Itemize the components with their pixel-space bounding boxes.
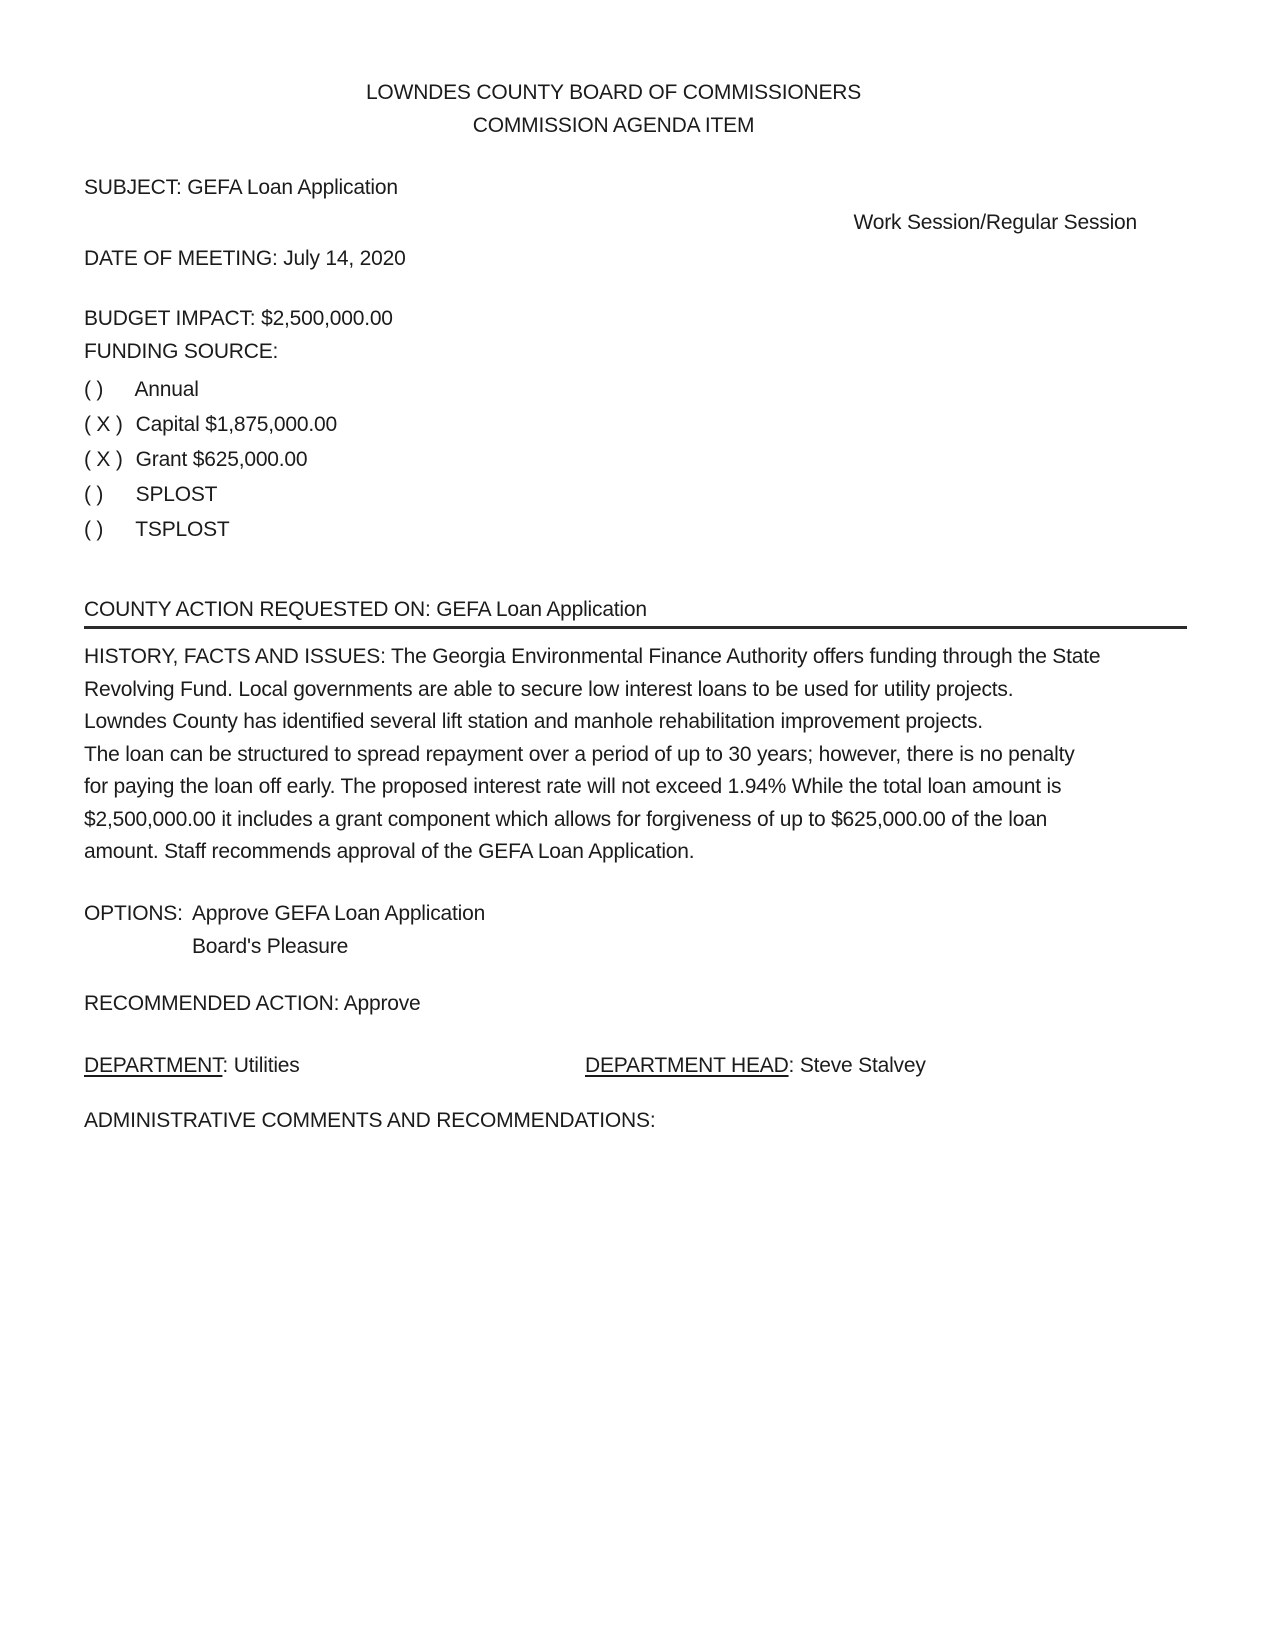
document-subtitle: COMMISSION AGENDA ITEM bbox=[472, 114, 755, 137]
recommended-action-value: Approve bbox=[343, 991, 421, 1015]
funding-option-grant bbox=[84, 442, 1187, 477]
department-row bbox=[84, 1049, 1187, 1082]
department-head-separator: : bbox=[788, 1053, 795, 1077]
funding-option-tsplost bbox=[84, 512, 1187, 547]
department-head-group bbox=[585, 1049, 926, 1082]
budget-impact-label: BUDGET IMPACT: bbox=[84, 307, 256, 330]
options-label: OPTIONS: bbox=[84, 901, 183, 925]
funding-label-tsplost: TSPLOST bbox=[135, 518, 230, 541]
funding-source-label: FUNDING SOURCE: bbox=[84, 340, 279, 363]
checkbox-capital: ( X ) bbox=[84, 413, 123, 436]
recommended-action-label: RECOMMENDED ACTION: bbox=[84, 991, 340, 1015]
history-facts-issues bbox=[84, 641, 1187, 869]
meeting-date-label: DATE OF MEETING: bbox=[84, 247, 278, 270]
history-line: HISTORY, FACTS AND ISSUES: The Georgia Environmental Finance Authority offers funding through the State bbox=[84, 645, 1101, 668]
budget-impact-row bbox=[84, 302, 1187, 335]
admin-comments-label: ADMINISTRATIVE COMMENTS AND RECOMMENDATIONS: bbox=[84, 1108, 656, 1132]
recommended-action-row bbox=[84, 987, 1187, 1020]
meeting-date-value: July 14, 2020 bbox=[283, 247, 406, 270]
history-line: amount. Staff recommends approval of the GEFA Loan Application. bbox=[84, 840, 695, 863]
department-head-value: Steve Stalvey bbox=[799, 1053, 926, 1077]
department-value: Utilities bbox=[233, 1053, 300, 1077]
funding-option-annual bbox=[84, 372, 1187, 407]
option-approve: Approve GEFA Loan Application bbox=[192, 901, 486, 925]
subject-row bbox=[84, 171, 1187, 204]
checkbox-tsplost: ( ) bbox=[84, 518, 104, 541]
funding-label-annual: Annual bbox=[134, 378, 199, 401]
history-line: for paying the loan off early. The proposed interest rate will not exceed 1.94% While the total loan amount is bbox=[84, 775, 1062, 798]
budget-impact-value: $2,500,000.00 bbox=[261, 307, 393, 330]
option-boards-pleasure: Board's Pleasure bbox=[192, 934, 349, 958]
department-separator: : bbox=[222, 1053, 229, 1077]
county-action-label: COUNTY ACTION REQUESTED ON: bbox=[84, 598, 431, 621]
session-type: Work Session/Regular Session bbox=[853, 211, 1137, 234]
options-section bbox=[84, 897, 1187, 963]
subject-label: SUBJECT: bbox=[84, 176, 182, 199]
county-action-value: GEFA Loan Application bbox=[436, 598, 647, 621]
history-line: $2,500,000.00 it includes a grant component which allows for forgiveness of up to $625,000.00 of the loan bbox=[84, 807, 1048, 831]
funding-option-capital bbox=[84, 407, 1187, 442]
subject-value: GEFA Loan Application bbox=[187, 176, 398, 199]
checkbox-grant: ( X ) bbox=[84, 448, 123, 471]
funding-source-list bbox=[84, 372, 1187, 547]
department-label: DEPARTMENT bbox=[84, 1053, 223, 1077]
history-line: The loan can be structured to spread repayment over a period of up to 30 years; however, there is no penalty bbox=[84, 742, 1075, 766]
department-head-label: DEPARTMENT HEAD bbox=[585, 1053, 789, 1077]
options-row bbox=[84, 897, 1187, 930]
funding-label-capital: Capital $1,875,000.00 bbox=[135, 413, 337, 436]
document-title: LOWNDES COUNTY BOARD OF COMMISSIONERS bbox=[365, 81, 862, 104]
history-line: Revolving Fund. Local governments are able to secure low interest loans to be used for utility projects. bbox=[84, 677, 1014, 701]
checkbox-splost: ( ) bbox=[84, 483, 104, 506]
county-action-row bbox=[84, 593, 1187, 629]
funding-option-splost bbox=[84, 477, 1187, 512]
funding-label-splost: SPLOST bbox=[135, 483, 218, 506]
history-line: Lowndes County has identified several lift station and manhole rehabilitation improvement projects. bbox=[84, 710, 983, 733]
meeting-date-row bbox=[84, 242, 1187, 275]
document-header bbox=[62, 76, 1165, 142]
funding-label-grant: Grant $625,000.00 bbox=[135, 448, 308, 471]
checkbox-annual: ( ) bbox=[84, 378, 104, 401]
department-group bbox=[84, 1054, 300, 1077]
